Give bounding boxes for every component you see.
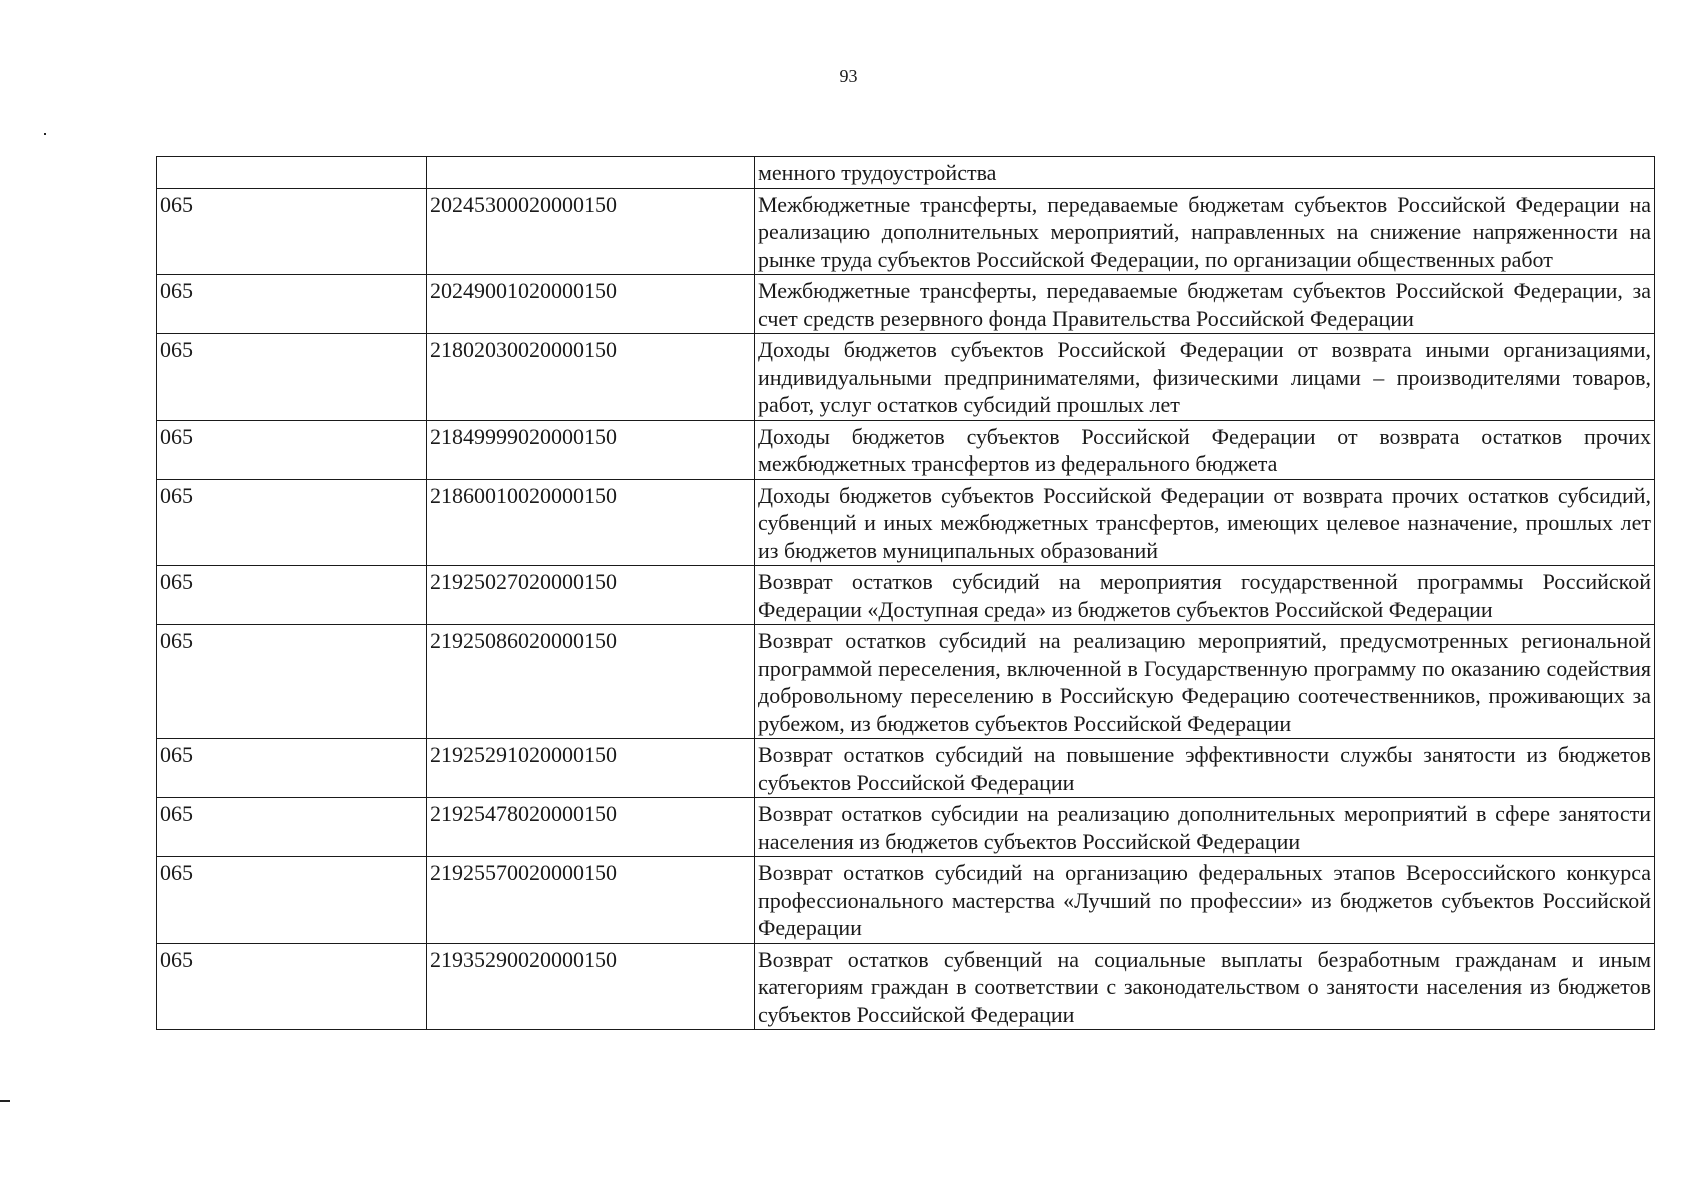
budget-code-cell bbox=[427, 157, 755, 189]
budget-code-cell: 21925086020000150 bbox=[427, 625, 755, 739]
income-name-cell: Возврат остатков субвенций на социальные выплаты безработным гражданам и иным категориям граждан в соответствии с законодательством о занятости населения из бюджетов субъектов Российской Федерации bbox=[755, 943, 1655, 1030]
income-name-cell: Возврат остатков субсидий на повышение эффективности службы занятости из бюджетов субъектов Российской Федерации bbox=[755, 739, 1655, 798]
admin-code-cell: 065 bbox=[157, 479, 427, 566]
income-name-cell: Доходы бюджетов субъектов Российской Федерации от возврата остатков прочих межбюджетных трансфертов из федерального бюджета bbox=[755, 420, 1655, 479]
table-row bbox=[157, 739, 1655, 798]
table-row bbox=[157, 420, 1655, 479]
budget-code-cell: 21925478020000150 bbox=[427, 798, 755, 857]
admin-code-cell: 065 bbox=[157, 798, 427, 857]
income-name-cell: Межбюджетные трансферты, передаваемые бюджетам субъектов Российской Федерации на реализацию дополнительных мероприятий, направленных на снижение напряженности на рынке труда субъектов Российской Федерации, по организации общественных работ bbox=[755, 188, 1655, 275]
margin-mark bbox=[0, 1100, 10, 1102]
table-row bbox=[157, 625, 1655, 739]
table-row bbox=[157, 857, 1655, 944]
income-name-cell: менного трудоустройства bbox=[755, 157, 1655, 189]
income-name-cell: Возврат остатков субсидий на мероприятия государственной программы Российской Федерации «Доступная среда» из бюджетов субъектов Российской Федерации bbox=[755, 566, 1655, 625]
admin-code-cell: 065 bbox=[157, 739, 427, 798]
table-row bbox=[157, 479, 1655, 566]
income-name-cell: Доходы бюджетов субъектов Российской Федерации от возврата прочих остатков субсидий, субвенций и иных межбюджетных трансфертов, имеющих целевое назначение, прошлых лет из бюджетов муниципальных образований bbox=[755, 479, 1655, 566]
table-row bbox=[157, 566, 1655, 625]
table-row bbox=[157, 188, 1655, 275]
page-number: 93 bbox=[839, 66, 858, 86]
admin-code-cell: 065 bbox=[157, 188, 427, 275]
admin-code-cell: 065 bbox=[157, 275, 427, 334]
budget-code-cell: 21849999020000150 bbox=[427, 420, 755, 479]
table-row bbox=[157, 943, 1655, 1030]
budget-code-cell: 21802030020000150 bbox=[427, 334, 755, 421]
admin-code-cell bbox=[157, 157, 427, 189]
budget-code-cell: 21925570020000150 bbox=[427, 857, 755, 944]
budget-code-cell: 20249001020000150 bbox=[427, 275, 755, 334]
table-row bbox=[157, 334, 1655, 421]
scan-speck bbox=[44, 133, 46, 135]
income-name-cell: Возврат остатков субсидии на реализацию дополнительных мероприятий в сфере занятости населения из бюджетов субъектов Российской Федерации bbox=[755, 798, 1655, 857]
budget-code-cell: 20245300020000150 bbox=[427, 188, 755, 275]
table-row bbox=[157, 157, 1655, 189]
admin-code-cell: 065 bbox=[157, 943, 427, 1030]
budget-code-cell: 21925291020000150 bbox=[427, 739, 755, 798]
income-name-cell: Межбюджетные трансферты, передаваемые бюджетам субъектов Российской Федерации, за счет средств резервного фонда Правительства Российской Федерации bbox=[755, 275, 1655, 334]
income-name-cell: Возврат остатков субсидий на реализацию мероприятий, предусмотренных региональной программой переселения, включенной в Государственную программу по оказанию содействия добровольному переселению в Российскую Федерацию соотечественников, проживающих за рубежом, из бюджетов субъектов Российской Федерации bbox=[755, 625, 1655, 739]
table-row bbox=[157, 275, 1655, 334]
budget-code-cell: 21925027020000150 bbox=[427, 566, 755, 625]
income-name-cell: Возврат остатков субсидий на организацию федеральных этапов Всероссийского конкурса профессионального мастерства «Лучший по профессии» из бюджетов субъектов Российской Федерации bbox=[755, 857, 1655, 944]
budget-codes-table bbox=[156, 156, 1655, 1030]
admin-code-cell: 065 bbox=[157, 566, 427, 625]
income-name-cell: Доходы бюджетов субъектов Российской Федерации от возврата иными организациями, индивидуальными предпринимателями, физическими лицами – производителями товаров, работ, услуг остатков субсидий прошлых лет bbox=[755, 334, 1655, 421]
table-row bbox=[157, 798, 1655, 857]
admin-code-cell: 065 bbox=[157, 420, 427, 479]
admin-code-cell: 065 bbox=[157, 334, 427, 421]
budget-code-cell: 21860010020000150 bbox=[427, 479, 755, 566]
budget-code-cell: 21935290020000150 bbox=[427, 943, 755, 1030]
admin-code-cell: 065 bbox=[157, 625, 427, 739]
admin-code-cell: 065 bbox=[157, 857, 427, 944]
